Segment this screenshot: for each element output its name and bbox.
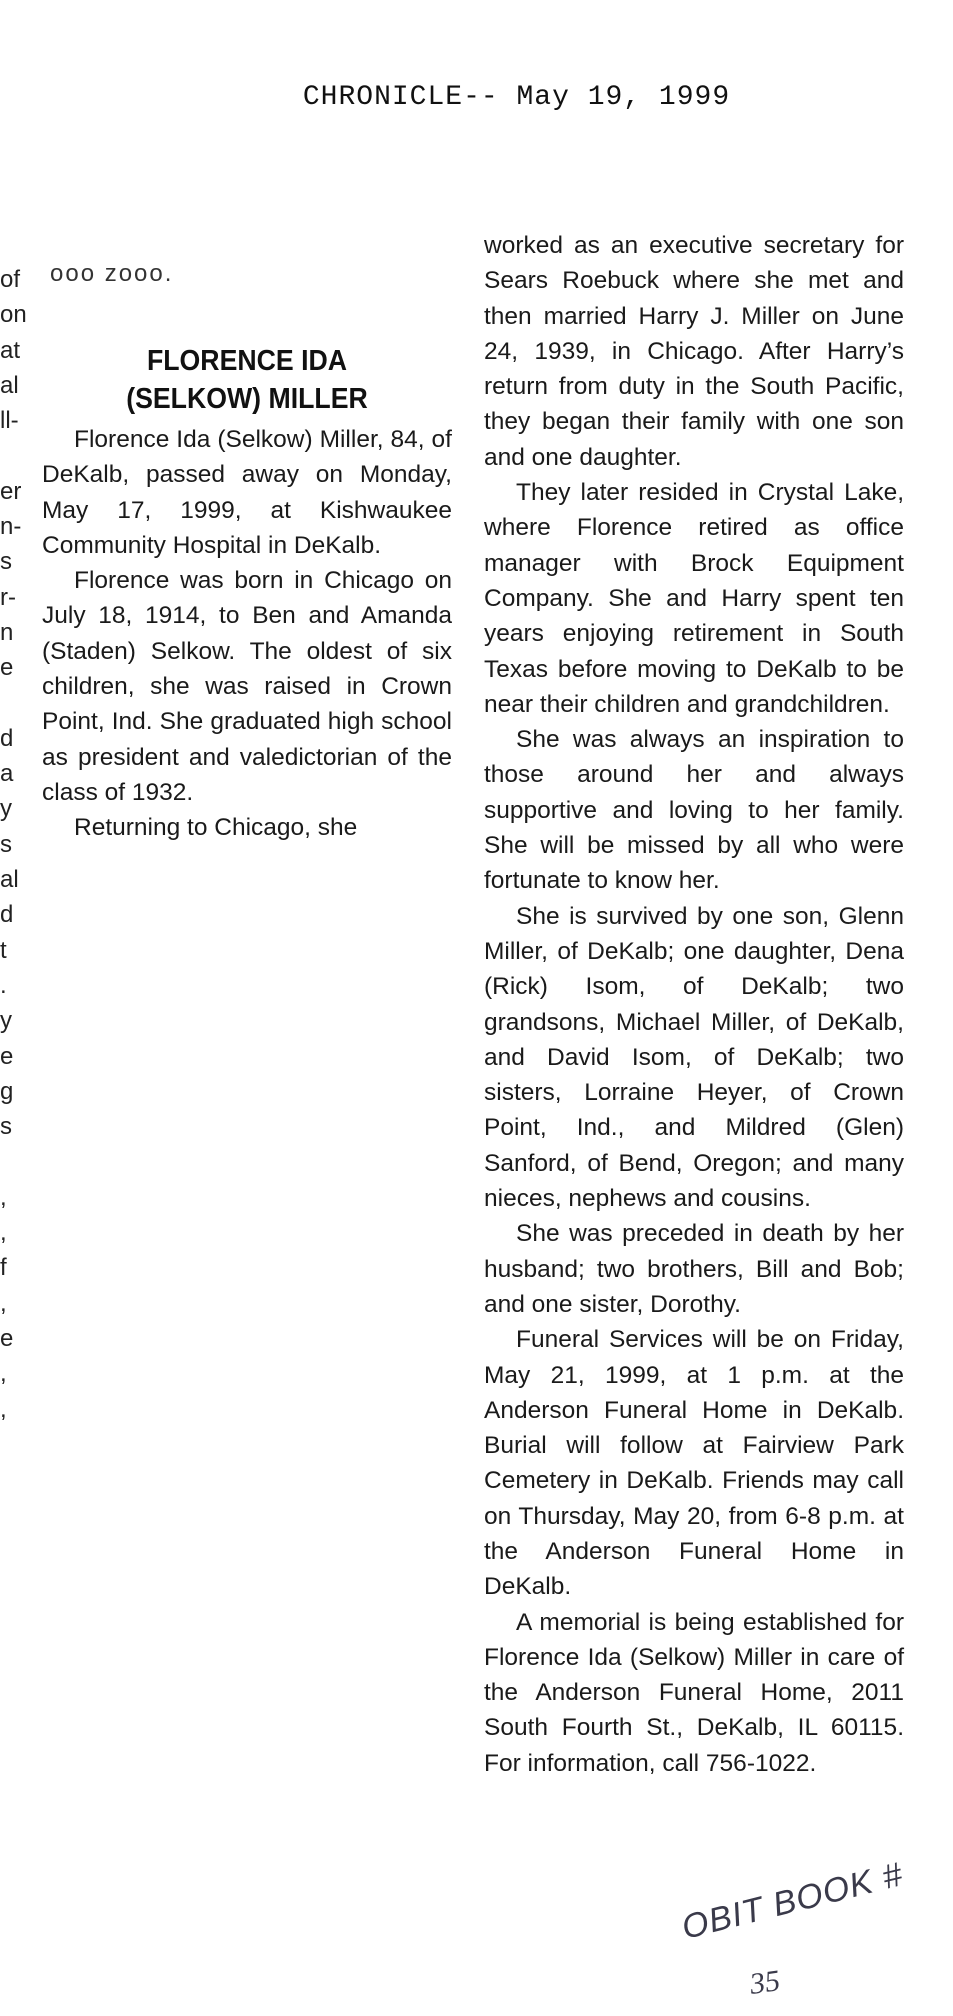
edge-fragment: s (0, 548, 12, 576)
obituary-left-column (42, 422, 452, 846)
paragraph: A memorial is being established for Florence Ida (Selkow) Miller in care of the Anderson Funeral Home, 2011 South Fourth St., DeKalb, IL 60115. For information, call 756-1022. (484, 1608, 904, 1777)
edge-fragment: ll- (0, 407, 19, 435)
edge-fragment: on (0, 301, 27, 329)
edge-fragment: n- (0, 513, 22, 541)
edge-fragment: al (0, 866, 19, 894)
paragraph: She was always an inspiration to those around her and always supportive and loving to her family. She will be missed by all who were fortunate to know her. (484, 726, 904, 895)
edge-fragment: n (0, 618, 14, 646)
edge-fragment: , (0, 1395, 7, 1423)
edge-fragment (0, 686, 22, 721)
handwritten-book-number: 35 (747, 1964, 783, 2001)
paragraph: She is survived by one son, Glenn Miller, of DeKalb; one daughter, Dena (Rick) Isom, of DeKalb; two grandsons, Michael Miller, of DeKalb, and David Isom, of DeKalb; two sisters, Lorraine Heyer, of Crown Point, Ind., and Mildred (Glen) Sanford, of Bend, Oregon; and many nieces, nephews and cousins. (484, 902, 904, 1213)
edge-fragment: , (0, 1360, 7, 1388)
paragraph: Florence Ida (Selkow) Miller, 84, of DeKalb, passed away on Monday, May 17, 1999, at Kishwaukee Community Hospital in DeKalb. (42, 426, 452, 559)
edge-fragment: y (0, 795, 12, 823)
paragraph: They later resided in Crystal Lake, where Florence retired as office manager with Brock Equipment Company. She and Harry spent ten years enjoying retirement in South Texas before moving to DeKalb to be near their children and grandchildren. (484, 479, 904, 718)
edge-fragment: s (0, 830, 12, 858)
paragraph: worked as an executive secretary for Sears Roebuck where she met and then married Harry J. Miller on June 24, 1939, in Chicago. After Harry’s return from duty in the South Pacific, they began their family with one son and one daughter. (484, 232, 904, 471)
edge-fragment: t (0, 936, 7, 964)
edge-fragment: er (0, 477, 22, 505)
edge-fragment: al (0, 371, 19, 399)
edge-fragment: , (0, 1219, 7, 1247)
edge-fragment: f (0, 1254, 7, 1282)
edge-fragment: e (0, 654, 14, 682)
edge-fragment: . (0, 971, 7, 999)
headline-line-2: (SELKOW) MILLER (126, 383, 368, 415)
edge-fragment (0, 1144, 22, 1179)
newspaper-header: CHRONICLE-- May 19, 1999 (302, 82, 731, 113)
edge-fragment: y (0, 1007, 12, 1035)
edge-fragment: e (0, 1324, 14, 1352)
paragraph: She was preceded in death by her husband; two brothers, Bill and Bob; and one sister, Dorothy. (484, 1220, 904, 1318)
edge-fragment: s (0, 1113, 12, 1141)
obituary-right-column (484, 228, 904, 1781)
headline-line-1: FLORENCE IDA (146, 345, 348, 377)
edge-fragment (0, 438, 22, 473)
edge-fragment: , (0, 1289, 7, 1317)
edge-fragment: d (0, 724, 14, 752)
edge-fragment: g (0, 1077, 14, 1105)
edge-fragment: , (0, 1183, 7, 1211)
obituary-headline (58, 342, 435, 418)
edge-fragment (0, 1462, 22, 1497)
paragraph: Florence was born in Chicago on July 18, 1914, to Ben and Amanda (Staden) Selkow. The oldest of six children, she was raised in Crown Point, Ind. She graduated high school as president and valedictorian of the class of 1932. (42, 567, 452, 806)
edge-fragment (0, 1427, 22, 1462)
cut-off-text-line: ooo zooo. (50, 260, 174, 287)
edge-fragment: at (0, 336, 21, 364)
adjacent-column-fragment (0, 262, 27, 1497)
edge-fragment: e (0, 1042, 14, 1070)
edge-fragment: r- (0, 583, 16, 611)
edge-fragment: of (0, 266, 21, 293)
paragraph: Returning to Chicago, she (74, 814, 358, 842)
edge-fragment: d (0, 901, 14, 929)
handwritten-obit-book-note: OBIT BOOK # (678, 1855, 907, 1947)
edge-fragment: a (0, 760, 14, 788)
paragraph: Funeral Services will be on Friday, May 21, 1999, at 1 p.m. at the Anderson Funeral Home in DeKalb. Burial will follow at Fairview Park Cemetery in DeKalb. Friends may call on Thursday, May 20, from 6-8 p.m. at the Anderson Funeral Home in DeKalb. (484, 1326, 904, 1601)
